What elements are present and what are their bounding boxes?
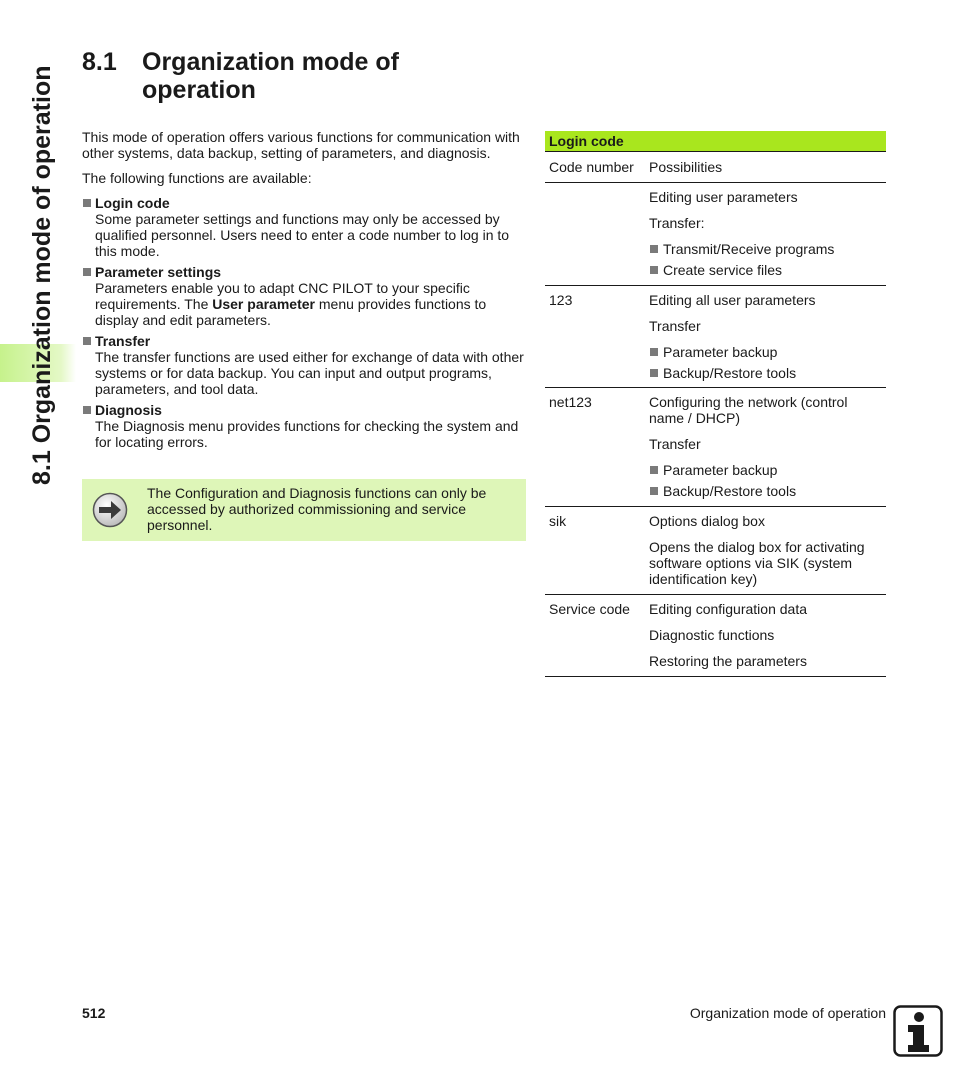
function-body: The Diagnosis menu provides functions for checking the system and for locating errors. [95, 418, 519, 450]
info-icon[interactable] [893, 1005, 943, 1057]
bullet-square-icon [650, 245, 658, 253]
note-text: The Configuration and Diagnosis functions can only be accessed by authorized commissioning and service personnel. [147, 485, 487, 533]
bullet-square-icon [83, 268, 91, 276]
table-row [545, 183, 886, 286]
possibility-line: Opens the dialog box for activating software options via SIK (system identification key) [649, 539, 865, 587]
column-header-code: Code number [549, 159, 634, 175]
bullet-square-icon [650, 466, 658, 474]
possibilities-cell [649, 286, 886, 381]
possibility-line: Editing all user parameters [649, 292, 816, 308]
bullet-square-icon [650, 348, 658, 356]
page-number: 512 [82, 1005, 106, 1021]
possibility-line: Transfer: [649, 215, 705, 231]
bullet-square-icon [83, 337, 91, 345]
possibility-line: Options dialog box [649, 513, 765, 529]
function-body: Parameters enable you to adapt CNC PILOT to your specific requirements. The User parameter menu provides functions to display and edit parameters. [95, 280, 487, 328]
sub-bullet: Transmit/Receive programs [649, 241, 886, 257]
arrow-right-icon [92, 492, 128, 528]
function-item-parameters [82, 264, 526, 328]
possibility-line: Configuring the network (control name / DHCP) [649, 394, 848, 426]
function-title: Login code [95, 195, 170, 211]
code-cell: sik [549, 513, 567, 529]
possibility-line: Editing user parameters [649, 189, 798, 205]
possibility-line: Editing configuration data [649, 601, 807, 617]
body-text [82, 129, 526, 455]
function-body: Some parameter settings and functions may only be accessed by qualified personnel. Users need to enter a code number to log in to this mode. [95, 211, 510, 259]
note-box [82, 479, 526, 541]
sub-bullet: Backup/Restore tools [649, 483, 886, 499]
possibilities-cell [649, 507, 886, 587]
bullet-square-icon [650, 266, 658, 274]
table-row [545, 388, 886, 507]
function-title: Transfer [95, 333, 151, 349]
login-code-table [545, 131, 886, 677]
possibilities-cell [649, 595, 886, 669]
section-number: 8.1 [82, 48, 117, 76]
possibilities-cell [649, 183, 886, 278]
function-title: Diagnosis [95, 402, 162, 418]
bullet-square-icon [650, 487, 658, 495]
code-cell: 123 [549, 292, 573, 308]
code-cell: Service code [549, 601, 630, 617]
possibility-line: Diagnostic functions [649, 627, 775, 643]
bullet-square-icon [83, 199, 91, 207]
sub-bullet: Parameter backup [649, 344, 886, 360]
column-header-possibilities: Possibilities [649, 159, 723, 175]
possibility-line: Restoring the parameters [649, 653, 807, 669]
user-parameter-term: User parameter [212, 296, 315, 312]
intro-paragraph: This mode of operation offers various functions for communication with other systems, data backup, setting of parameters, and diagnosis. [82, 129, 520, 161]
sub-bullet: Parameter backup [649, 462, 886, 478]
bullet-square-icon [650, 369, 658, 377]
possibility-line: Transfer [649, 318, 701, 334]
possibility-line: Transfer [649, 436, 701, 452]
table-title: Login code [545, 131, 886, 152]
bullet-square-icon [83, 406, 91, 414]
footer-title: Organization mode of operation [689, 1005, 886, 1021]
table-row [545, 507, 886, 595]
possibilities-cell [649, 388, 886, 499]
table-row [545, 595, 886, 677]
table-row [545, 286, 886, 388]
function-item-login [82, 195, 526, 259]
function-item-diagnosis [82, 402, 526, 450]
available-paragraph: The following functions are available: [82, 170, 312, 186]
sub-bullet: Create service files [649, 262, 886, 278]
side-title [20, 50, 70, 490]
table-header-row [545, 152, 886, 183]
function-body: The transfer functions are used either for exchange of data with other systems or for data backup. You can input and output programs, parameters, and tool data. [95, 349, 524, 397]
side-title-text: 8.1 Organization mode of operation [28, 65, 56, 485]
function-title: Parameter settings [95, 264, 222, 280]
code-cell: net123 [549, 394, 592, 410]
function-item-transfer [82, 333, 526, 397]
section-title: Organization mode of operation [142, 48, 399, 104]
sub-bullet: Backup/Restore tools [649, 365, 886, 381]
